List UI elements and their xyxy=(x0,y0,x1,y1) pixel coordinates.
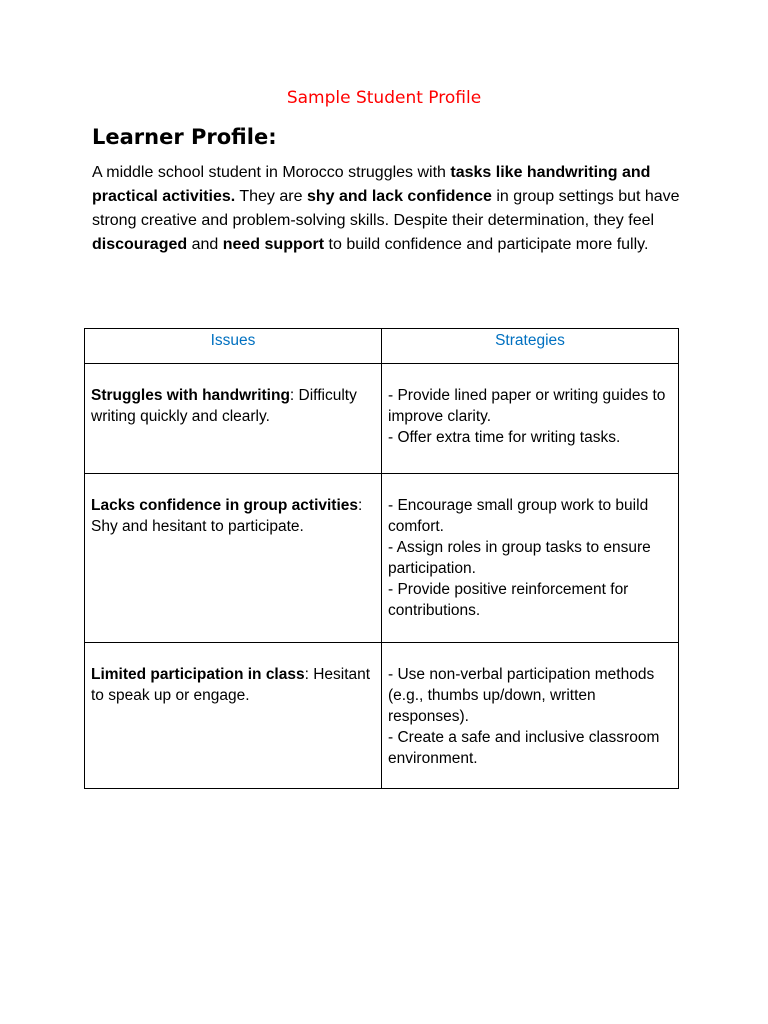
strategies-column-header: Strategies xyxy=(382,329,679,364)
issue-cell xyxy=(85,364,382,474)
issue-title: Struggles with handwriting xyxy=(91,387,290,404)
issue-title: Limited participation in class xyxy=(91,666,305,683)
intro-text: in group settings but have strong creative and problem-solving skills. Despite their determination, they feel xyxy=(92,188,680,229)
issue-description: : Hesitant to speak up or engage. xyxy=(91,666,371,704)
strategy-cell xyxy=(382,643,679,789)
strategy-item: - Assign roles in group tasks to ensure participation. xyxy=(388,539,651,577)
strategy-item: - Create a safe and inclusive classroom environment. xyxy=(388,729,660,767)
strategy-item: - Provide positive reinforcement for contributions. xyxy=(388,581,629,619)
issue-description: : Difficulty writing quickly and clearly. xyxy=(91,387,357,425)
intro-bold-text: need support xyxy=(222,236,325,253)
intro-text: They are xyxy=(235,188,307,205)
intro-text: A middle school student in Morocco struggles with xyxy=(92,164,451,181)
intro-paragraph xyxy=(92,161,682,257)
strategy-item: - Encourage small group work to build comfort. xyxy=(388,497,649,535)
table-row xyxy=(85,643,679,789)
intro-bold-text: discouraged xyxy=(92,236,188,253)
strategy-cell xyxy=(382,474,679,643)
issue-title: Lacks confidence in group activities xyxy=(91,497,359,514)
table-row xyxy=(85,474,679,643)
issues-strategies-table xyxy=(84,328,679,789)
intro-text: and xyxy=(187,236,223,253)
intro-bold-text: tasks like handwriting and practical activities. xyxy=(92,164,651,205)
intro-text: to build confidence and participate more fully. xyxy=(324,236,649,253)
table-header-row xyxy=(85,329,679,364)
issue-cell xyxy=(85,643,382,789)
intro-bold-text: shy and lack confidence xyxy=(306,188,492,205)
strategy-item: - Offer extra time for writing tasks. xyxy=(388,429,621,446)
strategy-item: - Provide lined paper or writing guides to improve clarity. xyxy=(388,387,666,425)
issue-description: : Shy and hesitant to participate. xyxy=(91,497,363,535)
table-row xyxy=(85,364,679,474)
strategy-item: - Use non-verbal participation methods (e.g., thumbs up/down, written responses). xyxy=(388,666,655,725)
document-title: Sample Student Profile xyxy=(286,88,482,108)
strategy-cell xyxy=(382,364,679,474)
issues-column-header: Issues xyxy=(85,329,382,364)
issue-cell xyxy=(85,474,382,643)
learner-profile-heading: Learner Profile: xyxy=(92,125,277,149)
